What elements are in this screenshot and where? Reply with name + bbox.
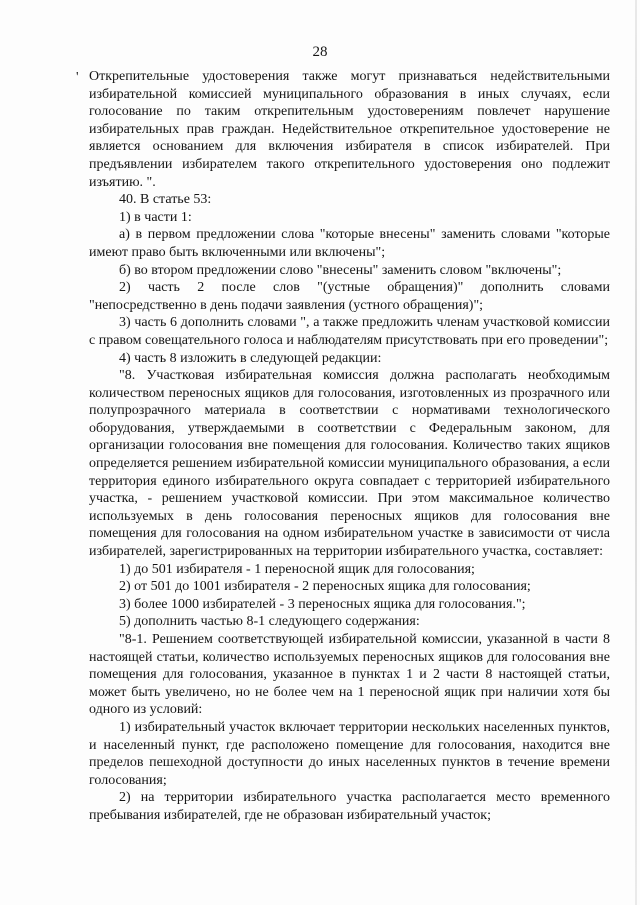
paragraph-article-40: 40. В статье 53: bbox=[119, 192, 212, 208]
margin-mark: ' bbox=[76, 70, 79, 85]
scan-edge-line bbox=[635, 0, 637, 905]
list-item-3: 3) более 1000 избирателей - 3 переносных ящика для голосования."; bbox=[119, 596, 526, 612]
paragraph-item-1b: б) во втором предложении слово "внесены" заменить словом "включены"; bbox=[119, 262, 562, 278]
paragraph-item-5: 5) дополнить частью 8-1 следующего содержания: bbox=[119, 614, 420, 630]
paragraph-item-4: 4) часть 8 изложить в следующей редакции: bbox=[119, 350, 382, 366]
paragraph-part-8: "8. Участковая избирательная комиссия должна располагать необходимым количеством переносных ящиков для голосования, изготовленных из прозрачного или полупрозрачного материала в соответствии с нормативами технологического оборудования, утверждаемыми в соответствии с Федеральным законом, для организации голосования вне помещения для голосования. Количество таких ящиков определяется решением избирательной комиссии муниципального образования, а если территория единого избирательного округа совпадает с территорией избирательного участка, - решением участковой комиссии. При этом максимальное количество используемых в день голосования переносных ящиков для голосования вне помещения для голосования на одном избирательном участке в зависимости от числа избирателей, зарегистрированных на территории избирательного участка, составляет: bbox=[89, 368, 610, 560]
paragraph-item-1: 1) в части 1: bbox=[119, 209, 192, 225]
condition-item-2: 2) на территории избирательного участка располагается место временного пребывания избирателей, где не образован избирательный участок; bbox=[89, 790, 610, 823]
page-number: 28 bbox=[312, 44, 328, 60]
paragraph-item-3: 3) часть 6 дополнить словами ", а также предложить членам участковой комиссии с правом совещательного голоса и наблюдателям присутствовать при его проведении"; bbox=[89, 315, 610, 348]
paragraph-continuation: Открепительные удостоверения также могут признаваться недействительными избирательной комиссией муниципального образования в иных случаях, если голосование по таким открепительным удостоверениям повлечет нарушение избирательных прав граждан. Недействительное открепительное удостоверение не является основанием для включения избирателя в список избирателей. При предъявлении избирателем такого открепительного удостоверения оно подлежит изъятию. ". bbox=[89, 69, 610, 190]
list-item-2: 2) от 501 до 1001 избирателя - 2 переносных ящика для голосования; bbox=[119, 579, 531, 595]
document-body bbox=[89, 68, 610, 825]
condition-item-1: 1) избирательный участок включает территории нескольких населенных пунктов, и населенный пункт, где расположено помещение для голосования, находится вне пределов пешеходной доступности до иных населенных пунктов в течение времени голосования; bbox=[89, 719, 610, 788]
paragraph-part-8-1: "8-1. Решением соответствующей избирательной комиссии, указанной в части 8 настоящей статьи, количество используемых переносных ящиков для голосования вне помещения для голосования, указанное в пунктах 1 и 2 части 8 настоящей статьи, может быть увеличено, но не более чем на 1 переносной ящик при наличии хотя бы одного из условий: bbox=[89, 632, 610, 718]
paragraph-item-1a: а) в первом предложении слова "которые внесены" заменить словами "которые имеют право быть включенными или включены"; bbox=[89, 227, 610, 260]
paragraph-item-2: 2) часть 2 после слов "(устные обращения)" дополнить словами "непосредственно в день подачи заявления (устного обращения)"; bbox=[89, 280, 610, 313]
list-item-1: 1) до 501 избирателя - 1 переносной ящик для голосования; bbox=[119, 561, 475, 577]
